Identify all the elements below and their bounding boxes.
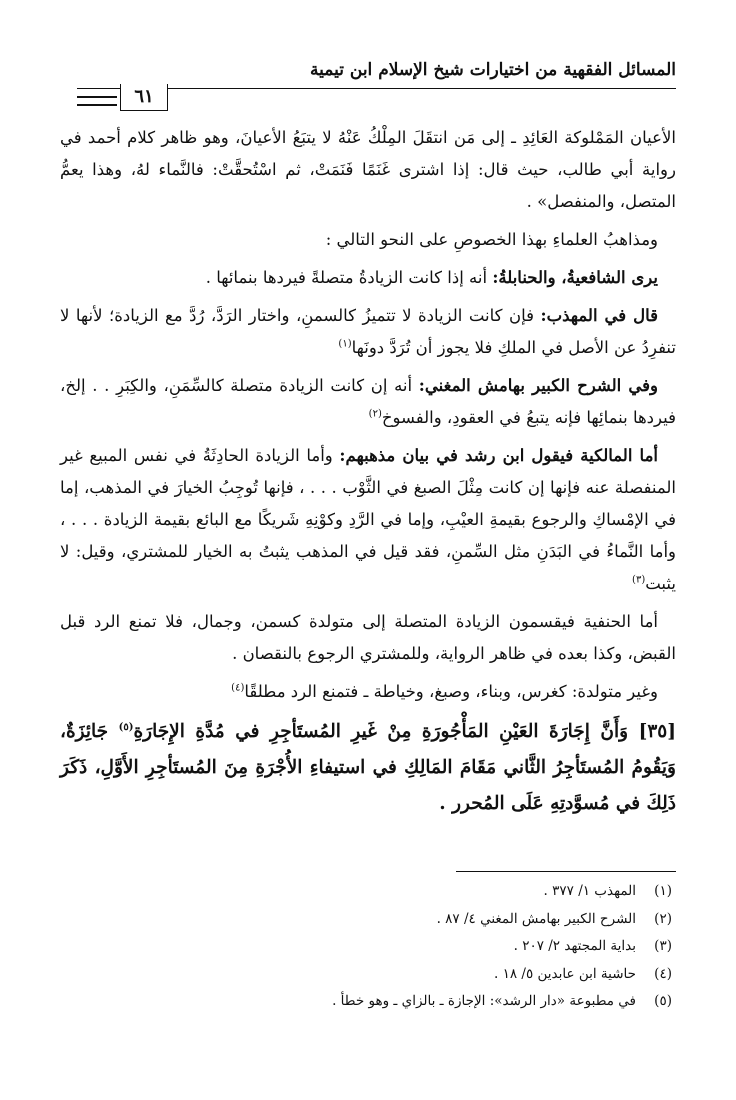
paragraph — [60, 262, 676, 294]
footnote-number: (٣) — [654, 938, 672, 954]
paragraph — [60, 676, 676, 708]
paragraph-text: ومذاهبُ العلماءِ بهذا الخصوصِ على النحو التالي : — [325, 230, 658, 249]
paragraph-label: قال في المهذب: — [540, 306, 659, 325]
issue-number: [٣٥] — [638, 721, 676, 742]
paragraph — [60, 606, 676, 670]
footnote-text: حاشية ابن عابدين ٥/ ١٨ . — [493, 965, 636, 982]
footnote-ref: (٤) — [231, 682, 245, 694]
footnote-number: (٥) — [654, 993, 672, 1009]
footnote — [60, 878, 672, 906]
footnote-text: في مطبوعة «دار الرشد»: الإجازة ـ بالزاي ـ وهو خطأ . — [332, 993, 636, 1009]
paragraph-text: أنه إذا كانت الزيادةُ متصلةً فيردها بنمائها . — [205, 268, 493, 287]
paragraph-text: أنه إن كانت الزيادة متصلة كالسِّمَنِ، والكِبَرِ . . إلخ، فيردها بنمائِها فإنه يتبعُ في العقودِ، والفسوخ — [60, 376, 676, 427]
paragraph — [60, 300, 676, 364]
footnote-number: (٤) — [654, 965, 672, 982]
footnote — [60, 988, 672, 1016]
footnote-ref: (٢) — [368, 408, 382, 420]
footnote-number: (١) — [654, 883, 672, 899]
quoted-issue — [60, 714, 676, 822]
footnote-ref: (٣) — [632, 574, 646, 586]
paragraph-label: وفي الشرح الكبير بهامش المغني: — [418, 376, 658, 395]
footnote — [60, 906, 672, 934]
footnote-number: (٢) — [654, 910, 672, 927]
footnote-ref: (٥) — [118, 721, 134, 733]
footnotes — [60, 878, 672, 1016]
paragraph — [60, 224, 676, 256]
paragraph — [60, 370, 676, 434]
footnote-ref: (١) — [338, 338, 352, 350]
paragraph-text: الأعيان المَمْلوكة العَائِدِ ـ إلى مَن انتقَلَ المِلْكُ عَنْهُ لا يتبَعُ الأعيانَ، وهو ظاهر كلام أحمد في رواية أبي طالب، حيث قال: إذا اشترى غَنَمًا فَنَمَتْ، ثم اسْتُحقَّتْ: فالنَّماء لهُ، وهذا يعمُّ المتصل، والمنفصل» . — [60, 128, 676, 211]
header-double-rule — [77, 96, 117, 106]
paragraph-label: يرى الشافعيةُ، والحنابلةُ: — [492, 268, 658, 287]
footnote-text: بداية المجتهد ٢/ ٢٠٧ . — [513, 938, 636, 954]
running-title: المسائل الفقهية من اختيارات شيخ الإسلام ابن تيمية — [310, 60, 676, 80]
footnote-rule — [456, 871, 676, 872]
footnote-text: الشرح الكبير بهامش المغني ٤/ ٨٧ . — [436, 910, 636, 927]
paragraph-text: أما الحنفية فيقسمون الزيادة المتصلة إلى متولدة كسمن، وجمال، فلا تمنع الرد قبل القبض، وكذا بعده في ظاهر الرواية، وللمشتري الرجوع بالنقصان . — [60, 612, 676, 663]
footnote — [60, 961, 672, 989]
footnote — [60, 933, 672, 961]
paragraph — [60, 122, 676, 218]
paragraph-label: أما المالكية فيقول ابن رشد في بيان مذهبهم: — [339, 446, 658, 465]
paragraph-text: فإن كانت الزيادة لا تتميزُ كالسمنِ، واختار الرَدَّ، رُدَّ مع الزيادة؛ لأنها لا تنفرِدُ عن الأصل في الملكِ فلا يجوز أن تُرَدَّ دونَها — [60, 306, 676, 357]
issue-text: جَائِزَةٌ، وَيَقُومُ المُستَأجِرُ الثَّاني مَقَامَ المَالِكِ في استيفاءِ الأُجْرَةِ مِنَ المُستَأجِرِ الأَوَّلِ، ذَكَرَ ذَلِكَ في مُسوَّدتِهِ عَلَى المُحرر . — [60, 721, 676, 814]
paragraph-text: وأما الزيادة الحادِثَةُ في نفس المبيع غير المنفصلة عنه فإنها إن كانت مِثْلَ الصبغ في الثَّوْب . . . ، فإنها تُوجِبُ الخيارَ في المذهب، إما في الإمْساكِ والرجوع بقيمةِ العيْبِ، وإما في الرَّدِ وكوْنِهِ شَريكًا مع البائع بقيمة الزيادة . . . ، وأما النَّماءُ في البَدَنِ مثل السِّمنِ، فقد قيل في المذهب يثبتُ به الخيار للمشتري، وقيل: لا يثبت — [60, 446, 676, 593]
footnote-text: المهذب ١/ ٣٧٧ . — [543, 883, 636, 899]
paragraph — [60, 440, 676, 600]
main-text — [60, 122, 676, 828]
paragraph-text: وغير متولدة: كغرس، وبناء، وصبغ، وخياطة ـ فتمنع الرد مطلقًا — [244, 682, 658, 701]
page-number: ٦١ — [120, 84, 168, 111]
issue-text: وَأَنَّ إِجَارَةَ العَيْنِ المَأْجُورَةِ مِنْ غَيرِ المُستَأجِرِ في مُدَّةِ الإِجَارَةِ — [133, 721, 639, 742]
